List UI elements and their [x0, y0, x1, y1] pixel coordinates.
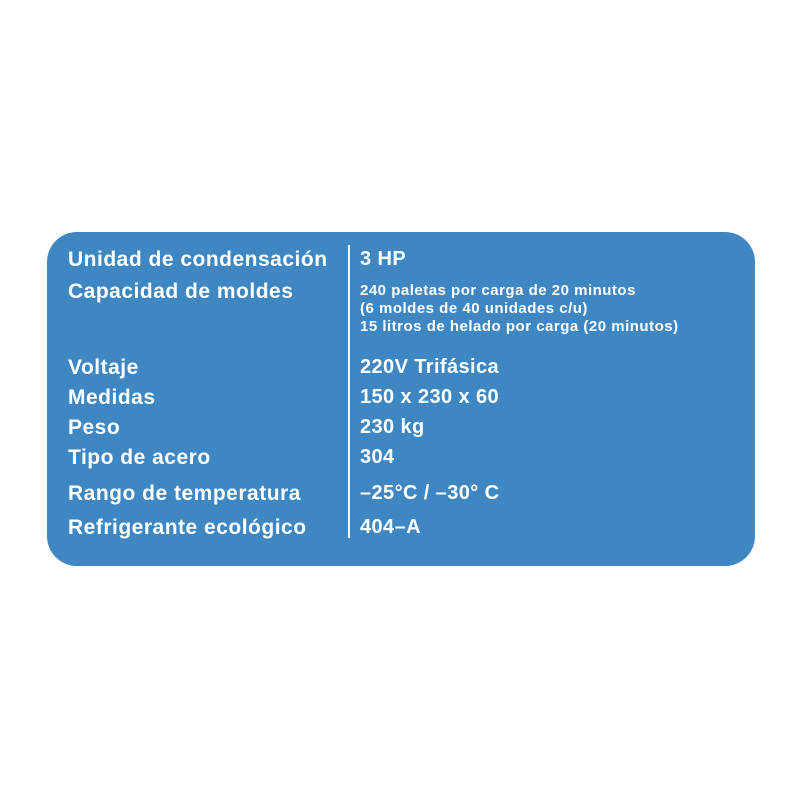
column-divider	[348, 245, 350, 538]
label-dimensions: Medidas	[68, 386, 156, 409]
value-mold-capacity	[360, 282, 679, 336]
spec-card	[47, 232, 755, 566]
value-voltage: 220V Trifásica	[360, 356, 500, 378]
mold-capacity-line-2: (6 moldes de 40 unidades c/u)	[360, 300, 588, 317]
value-dimensions: 150 x 230 x 60	[360, 386, 500, 408]
mold-capacity-line-1: 240 paletas por carga de 20 minutos	[360, 282, 636, 299]
mold-capacity-line-3: 15 litros de helado por carga (20 minutos)	[360, 318, 679, 335]
label-refrigerant: Refrigerante ecológico	[68, 516, 307, 539]
label-condensing-unit: Unidad de condensación	[68, 248, 328, 271]
label-mold-capacity: Capacidad de moldes	[68, 280, 294, 303]
value-temperature-range: –25°C / –30° C	[360, 482, 500, 504]
value-steel-type: 304	[360, 446, 395, 468]
label-voltage: Voltaje	[68, 356, 139, 379]
label-steel-type: Tipo de acero	[68, 446, 211, 469]
value-refrigerant: 404–A	[360, 516, 421, 538]
label-weight: Peso	[68, 416, 121, 439]
value-condensing-unit: 3 HP	[360, 248, 407, 270]
label-temperature-range: Rango de temperatura	[68, 482, 301, 505]
value-weight: 230 kg	[360, 416, 425, 438]
